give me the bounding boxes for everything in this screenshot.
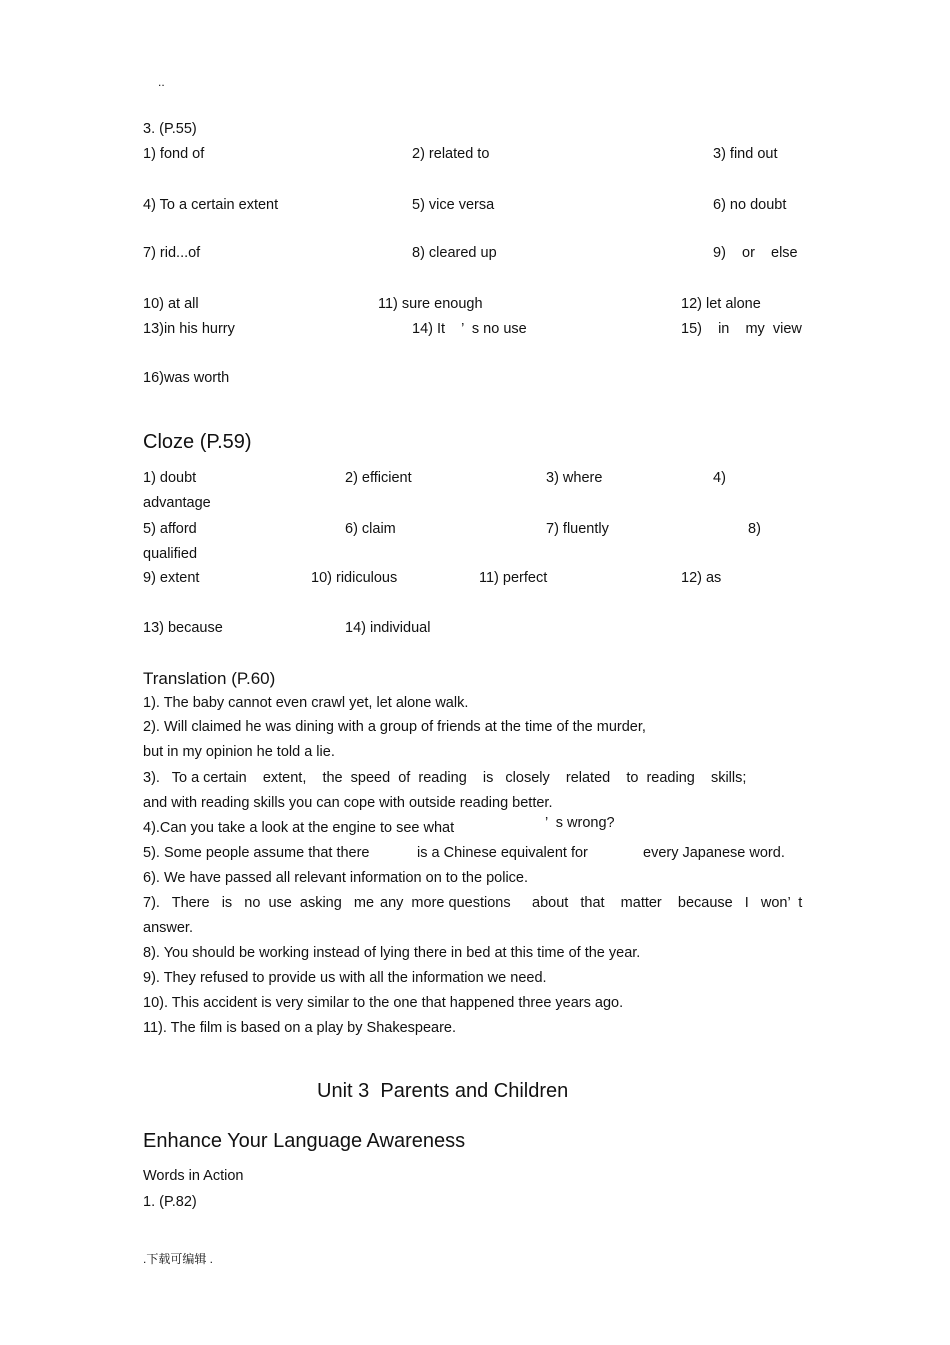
cloze-item: 12) as xyxy=(681,570,722,586)
answer-item: 9) or else xyxy=(713,245,798,261)
translation-line: answer. xyxy=(143,920,193,936)
cloze-item: 8) xyxy=(748,521,761,537)
unit-subtitle: Enhance Your Language Awareness xyxy=(143,1130,466,1152)
answer-item: 16)was worth xyxy=(143,370,230,386)
answer-item: 10) at all xyxy=(143,296,199,312)
cloze-item: 9) extent xyxy=(143,570,200,586)
translation-line: 4).Can you take a look at the engine to see what xyxy=(143,820,455,836)
translation-line: 3). To a certain extent, the speed of reading is closely related to reading skills; xyxy=(143,770,747,786)
words-in-action: Words in Action xyxy=(143,1168,244,1184)
translation-line: is a Chinese equivalent for xyxy=(417,845,588,861)
cloze-item: 2) efficient xyxy=(345,470,412,486)
translation-line: 11). The film is based on a play by Shakespeare. xyxy=(143,1020,457,1036)
cloze-item: 1) doubt xyxy=(143,470,197,486)
translation-line: any more questions xyxy=(380,895,511,911)
cloze-item: 6) claim xyxy=(345,521,396,537)
cloze-item: 5) afford xyxy=(143,521,197,537)
translation-line: 1). The baby cannot even crawl yet, let alone walk. xyxy=(143,695,469,711)
answer-item: 3) find out xyxy=(713,146,778,162)
footer-note: .下载可编辑 . xyxy=(143,1252,214,1266)
cloze-item: 13) because xyxy=(143,620,223,636)
header-mark: .. xyxy=(158,75,165,89)
translation-line: and with reading skills you can cope with outside reading better. xyxy=(143,795,553,811)
answer-item: 12) let alone xyxy=(681,296,761,312)
cloze-item: 7) fluently xyxy=(546,521,609,537)
translation-line: 6). We have passed all relevant information on to the police. xyxy=(143,870,529,886)
answer-item: 8) cleared up xyxy=(412,245,497,261)
translation-line: 9). They refused to provide us with all the information we need. xyxy=(143,970,547,986)
answer-item: 7) rid...of xyxy=(143,245,201,261)
translation-line: about that matter because I won’ t xyxy=(532,895,803,911)
cloze-item: 3) where xyxy=(546,470,603,486)
cloze-item: 14) individual xyxy=(345,620,431,636)
answer-item: 6) no doubt xyxy=(713,197,787,213)
answer-item: 11) sure enough xyxy=(378,296,483,312)
answer-item: 5) vice versa xyxy=(412,197,495,213)
translation-line: 2). Will claimed he was dining with a group of friends at the time of the murder, xyxy=(143,719,646,735)
exercise-item: 1. (P.82) xyxy=(143,1194,197,1210)
translation-line: every Japanese word. xyxy=(643,845,785,861)
cloze-item: qualified xyxy=(143,546,198,562)
answer-item: 15) in my view xyxy=(681,321,802,337)
answer-item: 13)in his hurry xyxy=(143,321,235,337)
translation-line: 5). Some people assume that there xyxy=(143,845,370,861)
translation-line: ’ s wrong? xyxy=(545,815,615,831)
translation-line: but in my opinion he told a lie. xyxy=(143,744,335,760)
translation-line: 10). This accident is very similar to the one that happened three years ago. xyxy=(143,995,624,1011)
answer-item: 2) related to xyxy=(412,146,490,162)
translation-line: 7). There is no use asking me xyxy=(143,895,375,911)
cloze-title: Cloze (P.59) xyxy=(143,431,252,453)
cloze-item: 11) perfect xyxy=(479,570,548,586)
cloze-item: advantage xyxy=(143,495,211,511)
answer-item: 4) To a certain extent xyxy=(143,197,279,213)
unit-title: Unit 3 Parents and Children xyxy=(317,1080,569,1102)
section-3-title: 3. (P.55) xyxy=(143,121,197,137)
translation-line: 8). You should be working instead of lying there in bed at this time of the year. xyxy=(143,945,641,961)
translation-title: Translation (P.60) xyxy=(143,669,276,688)
answer-item: 1) fond of xyxy=(143,146,205,162)
cloze-item: 4) xyxy=(713,470,726,486)
cloze-item: 10) ridiculous xyxy=(311,570,398,586)
answer-item: 14) It ’ s no use xyxy=(412,321,527,337)
